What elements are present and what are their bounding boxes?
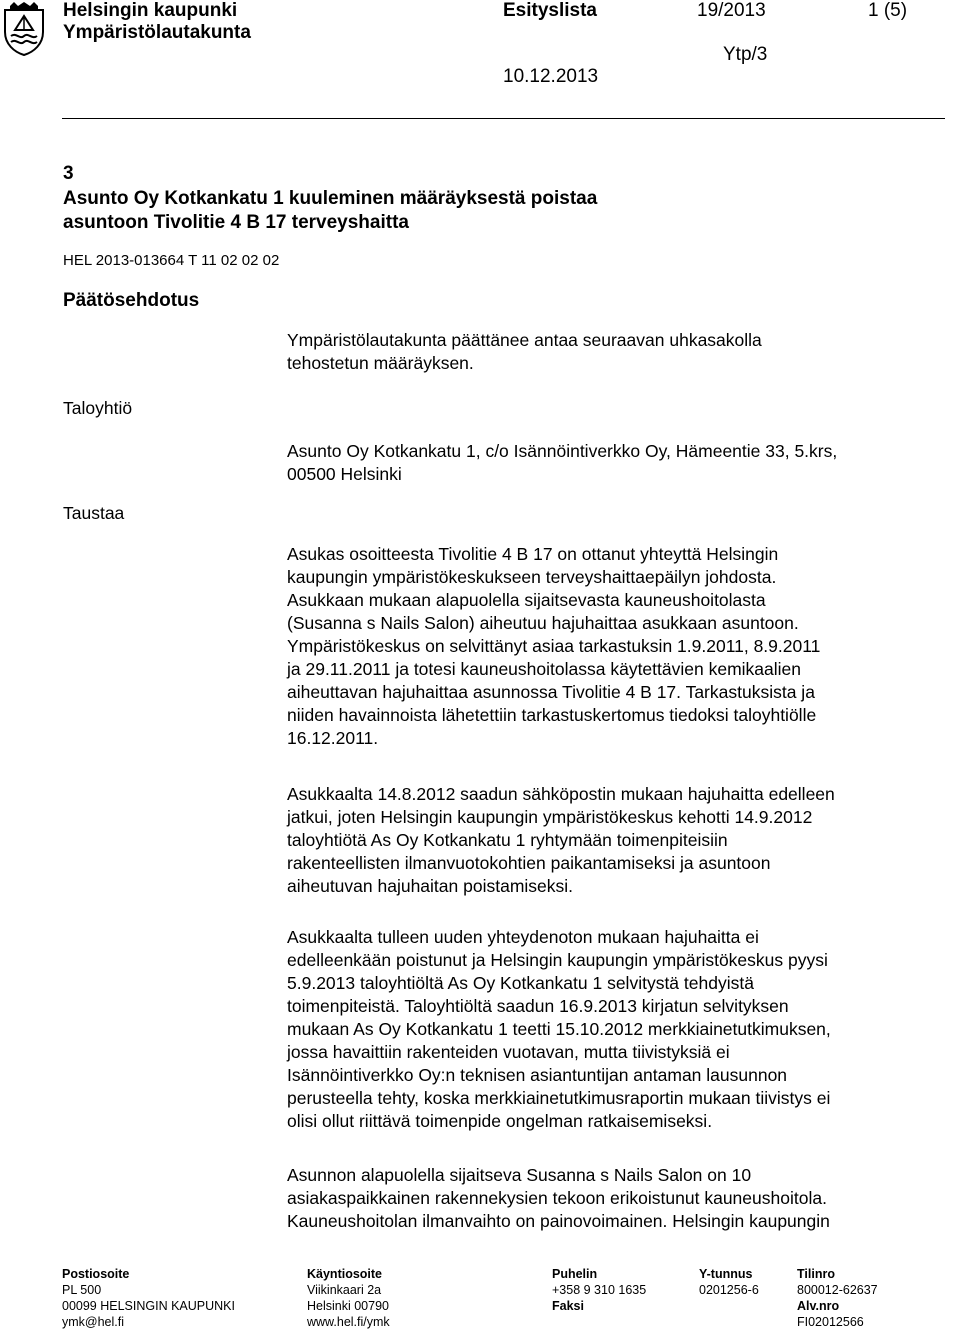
text-line: kaupungin ympäristökeskukseen terveyshaittaepäilyn johdosta. xyxy=(287,567,777,587)
document-number: 19/2013 xyxy=(697,0,766,21)
text-line: Asukkaan mukaan alapuolella sijaitsevasta kauneushoitolasta xyxy=(287,590,766,610)
footer-heading: Y-tunnus xyxy=(699,1267,753,1281)
text-line: mukaan As Oy Kotkankatu 1 teetti 15.10.2012 merkkiainetutkimuksen, xyxy=(287,1019,831,1039)
text-line: Asunnon alapuolella sijaitseva Susanna s Nails Salon on 10 xyxy=(287,1165,752,1185)
text-line: 5.9.2013 taloyhtiöltä As Oy Kotkankatu 1 selvitystä tehdyistä xyxy=(287,973,754,993)
text-line: tehostetun määräyksen. xyxy=(287,353,474,373)
background-paragraph-1 xyxy=(287,543,947,750)
text-line: Isännöintiverkko Oy:n teknisen asiantuntijan antaman lausunnon xyxy=(287,1065,788,1085)
footer-heading: Käyntiosoite xyxy=(307,1267,383,1281)
footer-website-link[interactable]: www.hel.fi/ymk xyxy=(307,1315,390,1329)
text-line: 00500 Helsinki xyxy=(287,464,402,484)
text-line: aiheutuvan hajuhaitan poistamiseksi. xyxy=(287,876,574,896)
text-line: Kauneushoitolan ilmanvaihto on painovoimainen. Helsingin kaupungin xyxy=(287,1211,830,1231)
item-title-line-2: asuntoon Tivolitie 4 B 17 terveyshaitta xyxy=(63,212,409,233)
text-line: toimenpiteistä. Taloyhtiöltä saadun 16.9.2013 kirjatun selvityksen xyxy=(287,996,789,1016)
footer-line: Viikinkaari 2a xyxy=(307,1283,382,1297)
footer-business-id-value: 0201256-6 xyxy=(699,1283,759,1297)
text-line: ja 29.11.2011 ja totesi kauneushoitolassa käytettävien kemikaalien xyxy=(287,659,801,679)
text-line: olisi ollut riittävä toimenpide ongelman ratkaisemiseksi. xyxy=(287,1111,713,1131)
footer-visiting-address xyxy=(307,1266,390,1330)
text-line: Asukas osoitteesta Tivolitie 4 B 17 on ottanut yhteyttä Helsingin xyxy=(287,544,779,564)
text-line: jossa havaittiin rakenteiden vuotavan, mutta tiivistyksiä ei xyxy=(287,1042,730,1062)
footer-account-number: 800012-62637 xyxy=(797,1283,878,1297)
text-line: jatkui, joten Helsingin kaupungin ympäristökeskus kehotti 14.9.2012 xyxy=(287,807,813,827)
city-crest-logo xyxy=(2,2,46,56)
text-line: asiakaspaikkainen rakennekysien tekoon erikoistunut kauneushoitola. xyxy=(287,1188,827,1208)
footer-line: Helsinki 00790 xyxy=(307,1299,389,1313)
item-number: 3 xyxy=(63,163,74,184)
label-taustaa: Taustaa xyxy=(63,503,125,523)
footer-line: PL 500 xyxy=(62,1283,102,1297)
taloyhtio-text xyxy=(287,440,947,486)
text-line: taloyhtiötä As Oy Kotkankatu 1 ryhtymään toimenpiteisiin xyxy=(287,830,728,850)
text-line: Asukkaalta 14.8.2012 saadun sähköpostin mukaan hajuhaitta edelleen xyxy=(287,784,835,804)
case-reference: HEL 2013-013664 T 11 02 02 02 xyxy=(63,252,280,269)
text-line: niiden havainnoista lähetettiin tarkastuskertomus tiedoksi taloyhtiölle xyxy=(287,705,817,725)
background-paragraph-3 xyxy=(287,926,947,1133)
footer-heading: Tilinro xyxy=(797,1267,835,1281)
footer-heading: Alv.nro xyxy=(797,1299,840,1313)
footer-heading: Postiosoite xyxy=(62,1267,130,1281)
text-line: edelleenkään poistunut ja Helsingin kaupungin ympäristökeskus pyysi xyxy=(287,950,828,970)
meeting-date: 10.12.2013 xyxy=(503,66,599,87)
footer-business-id xyxy=(699,1266,759,1298)
footer-heading: Faksi xyxy=(552,1299,584,1313)
text-line: perusteella tehty, koska merkkiainetutkimusraportin mukaan tiivistys ei xyxy=(287,1088,831,1108)
footer-postal-address xyxy=(62,1266,235,1330)
item-title-line-1: Asunto Oy Kotkankatu 1 kuuleminen määräyksestä poistaa xyxy=(63,188,598,209)
text-line: 16.12.2011. xyxy=(287,728,379,748)
section-code: Ytp/3 xyxy=(723,44,768,65)
document-type: Esityslista xyxy=(503,0,597,21)
text-line: Ympäristölautakunta päättänee antaa seuraavan uhkasakolla xyxy=(287,330,762,350)
department-name: Ympäristölautakunta xyxy=(63,22,251,43)
footer-email-link[interactable]: ymk@hel.fi xyxy=(62,1315,125,1329)
footer-account xyxy=(797,1266,878,1330)
text-line: (Susanna s Nails Salon) aiheutuu hajuhaittaa asukkaan asuntoon. xyxy=(287,613,799,633)
footer-phone xyxy=(552,1266,646,1314)
background-paragraph-4 xyxy=(287,1164,947,1233)
footer-heading: Puhelin xyxy=(552,1267,598,1281)
text-line: aiheuttavan hajuhaittaa asunnossa Tivolitie 4 B 17. Tarkastuksista ja xyxy=(287,682,815,702)
footer-line: 00099 HELSINGIN KAUPUNKI xyxy=(62,1299,235,1313)
proposal-heading: Päätösehdotus xyxy=(63,290,200,311)
proposal-text xyxy=(287,329,947,375)
background-paragraph-2 xyxy=(287,783,947,898)
page-indicator: 1 (5) xyxy=(868,0,908,21)
text-line: rakenteellisten ilmanvuotokohtien paikantamiseksi ja asuntoon xyxy=(287,853,771,873)
text-line: Ympäristökeskus on selvittänyt asiaa tarkastuksin 1.9.2011, 8.9.2011 xyxy=(287,636,821,656)
label-taloyhtio: Taloyhtiö xyxy=(63,398,133,418)
footer-vat-number: FI02012566 xyxy=(797,1315,864,1329)
header-divider xyxy=(62,118,945,119)
footer-phone-number: +358 9 310 1635 xyxy=(552,1283,647,1297)
org-name: Helsingin kaupunki xyxy=(63,0,238,21)
text-line: Asunto Oy Kotkankatu 1, c/o Isännöintiverkko Oy, Hämeentie 33, 5.krs, xyxy=(287,441,838,461)
text-line: Asukkaalta tulleen uuden yhteydenoton mukaan hajuhaitta ei xyxy=(287,927,759,947)
